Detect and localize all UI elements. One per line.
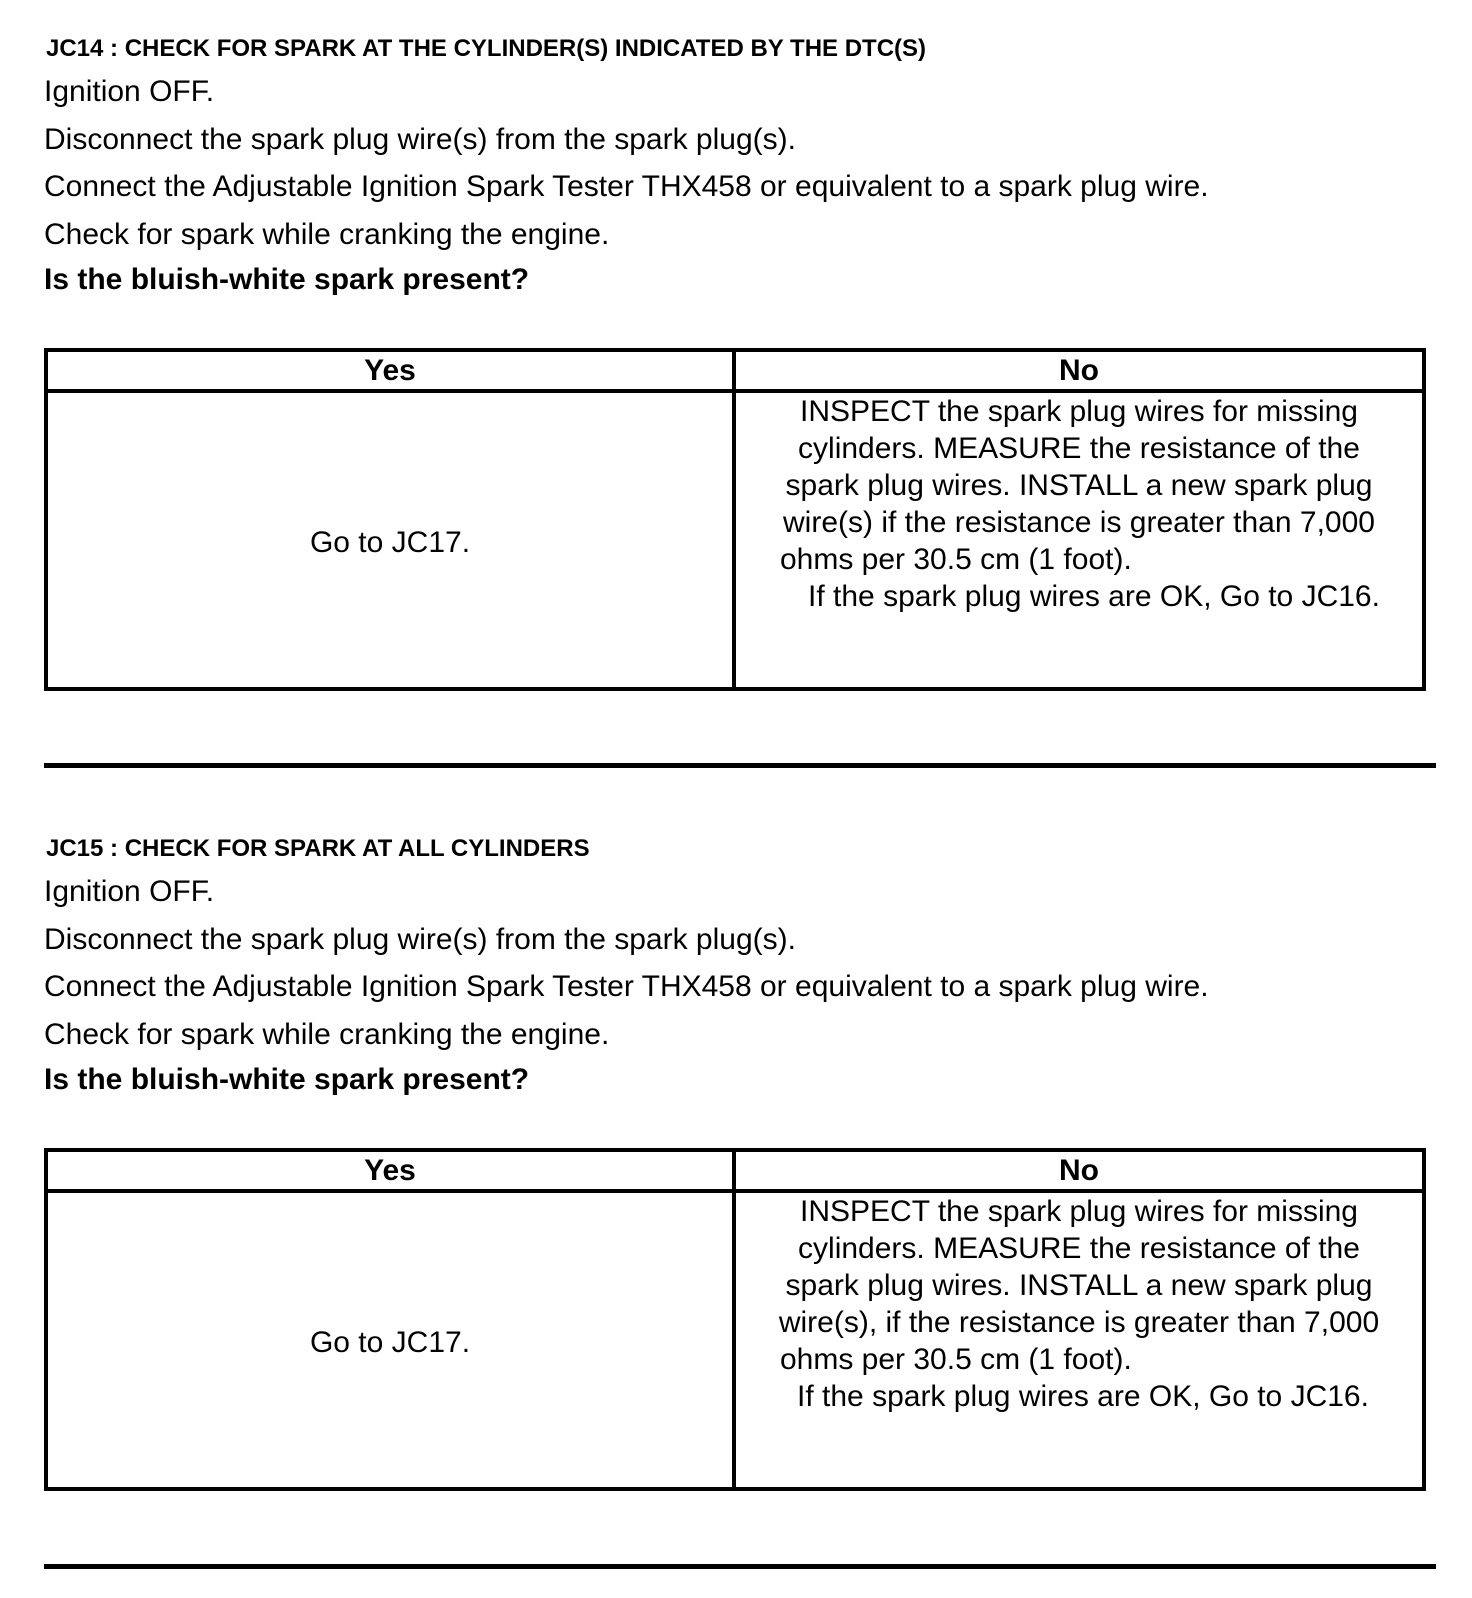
step-jc15 — [44, 834, 1434, 1491]
no-header: No — [734, 350, 1424, 391]
no-action-line: spark plug wires. INSTALL a new spark plug — [785, 1269, 1373, 1302]
step-question: Is the bluish-white spark present? — [44, 263, 530, 296]
no-action-line: wire(s) if the resistance is greater than 7,000 — [783, 506, 1375, 539]
no-cell — [734, 1191, 1424, 1489]
section-divider — [44, 763, 1436, 768]
yes-action: Go to JC17. — [309, 526, 471, 559]
no-action-line: cylinders. MEASURE the resistance of the — [798, 1232, 1360, 1265]
instruction-line: Ignition OFF. — [44, 75, 215, 108]
instruction-line: Check for spark while cranking the engine. — [44, 1017, 610, 1051]
yes-header: Yes — [46, 350, 734, 391]
table-row — [46, 1191, 1424, 1489]
no-action-line: If the spark plug wires are OK, Go to JC16. — [808, 580, 1380, 613]
table-header-row — [46, 350, 1424, 391]
instruction-line: Connect the Adjustable Ignition Spark Tester THX458 or equivalent to a spark plug wire. — [44, 970, 1209, 1003]
instruction-line: Check for spark while cranking the engine. — [44, 217, 610, 251]
no-action-line: ohms per 30.5 cm (1 foot). — [779, 543, 1132, 576]
no-action-line: INSPECT the spark plug wires for missing — [800, 395, 1358, 428]
step-jc14 — [44, 34, 1434, 691]
yes-header: Yes — [46, 1150, 734, 1191]
yes-cell — [46, 391, 734, 689]
section-divider — [44, 1564, 1436, 1569]
no-action-line: If the spark plug wires are OK, Go to JC16. — [797, 1380, 1369, 1413]
no-cell — [734, 391, 1424, 689]
instruction-line: Connect the Adjustable Ignition Spark Tester THX458 or equivalent to a spark plug wire. — [44, 170, 1209, 203]
instruction-line: Disconnect the spark plug wire(s) from the spark plug(s). — [44, 922, 796, 956]
yes-no-table — [44, 1148, 1426, 1491]
no-action-line: ohms per 30.5 cm (1 foot). — [779, 1343, 1132, 1376]
no-action-line: cylinders. MEASURE the resistance of the — [798, 432, 1360, 465]
table-header-row — [46, 1150, 1424, 1191]
step-title: JC15 : CHECK FOR SPARK AT ALL CYLINDERS — [46, 835, 590, 862]
no-action-line: INSPECT the spark plug wires for missing — [800, 1195, 1358, 1228]
instruction-line: Ignition OFF. — [44, 875, 215, 908]
no-header: No — [734, 1150, 1424, 1191]
yes-cell — [46, 1191, 734, 1489]
instruction-line: Disconnect the spark plug wire(s) from the spark plug(s). — [44, 122, 796, 156]
table-row — [46, 391, 1424, 689]
yes-no-table — [44, 348, 1426, 691]
step-question: Is the bluish-white spark present? — [44, 1063, 530, 1096]
step-title: JC14 : CHECK FOR SPARK AT THE CYLINDER(S) INDICATED BY THE DTC(S) — [46, 35, 927, 62]
no-action-line: wire(s), if the resistance is greater than 7,000 — [778, 1306, 1380, 1339]
no-action-line: spark plug wires. INSTALL a new spark plug — [785, 469, 1373, 502]
yes-action: Go to JC17. — [309, 1326, 471, 1359]
